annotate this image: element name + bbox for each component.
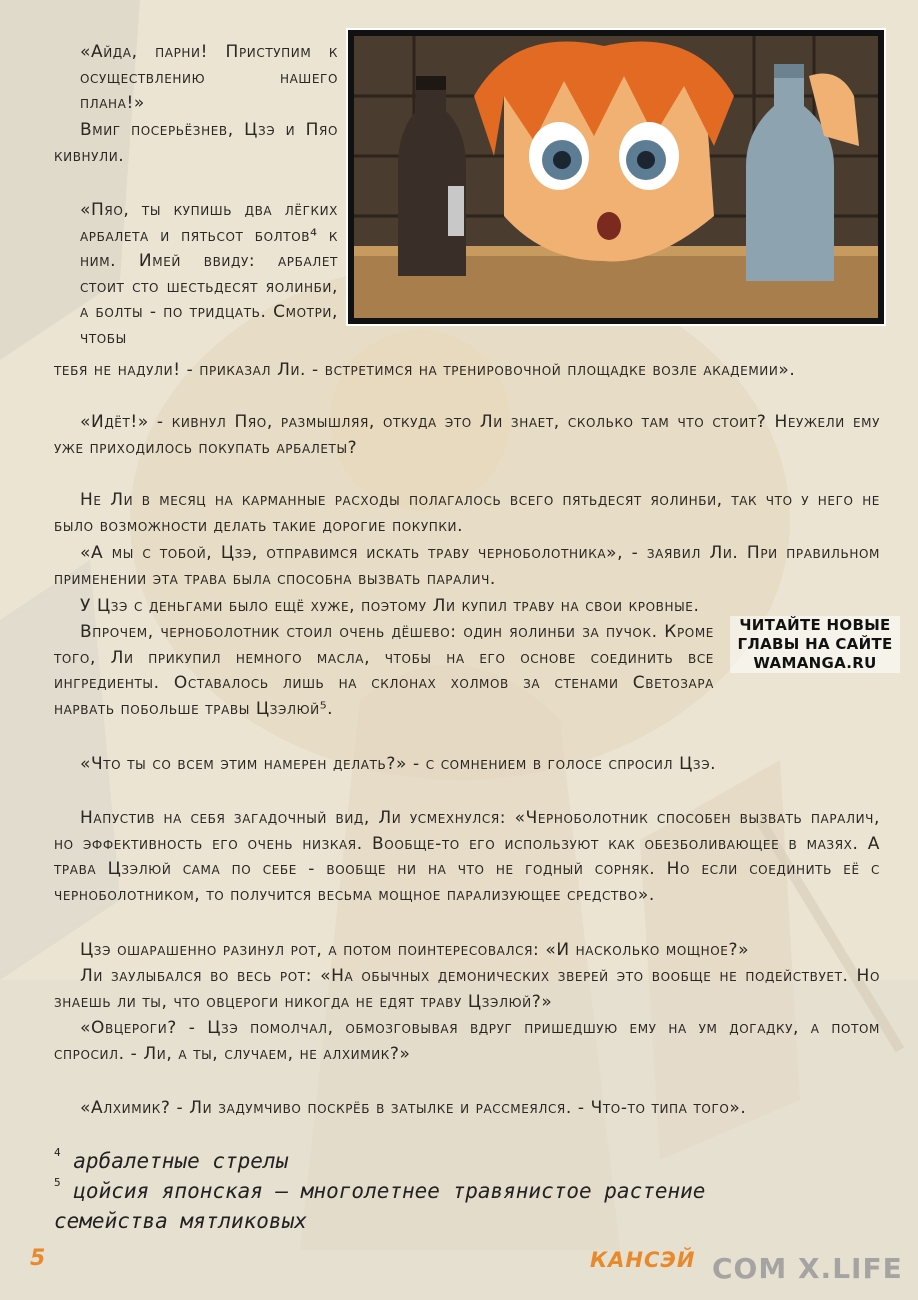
paragraph-8: У Цзэ с деньгами было ещё хуже, поэтому Ли купил траву на свои кровные. — [80, 596, 700, 616]
footnote-number-4: 4 — [54, 1146, 61, 1159]
watermark-line-1: ЧИТАЙТЕ НОВЫЕ — [739, 616, 891, 634]
footnote-5 — [54, 1178, 814, 1208]
paragraph-15: «Алхимик? - Ли задумчиво поскрёб в затылке и рассмеялся. - Что-то типа того». — [80, 1098, 747, 1118]
comic-panel — [346, 28, 886, 326]
paragraph-1: «Айда, парни! Приступим к осуществлению нашего плана!» — [80, 42, 338, 113]
corner-watermark: COM X.LIFE — [712, 1252, 903, 1285]
paragraph-7: «А мы с тобой, Цзэ, отправимся искать траву чернoболотника», - заявил Ли. При правильном применении эта трава была способна вызвать паралич. — [54, 543, 880, 589]
paragraph-5: «Идёт!» - кивнул Пяо, размышляя, откуда это Ли знает, сколько там что стоит? Неужели ему уже приходилось покупать арбалеты? — [54, 412, 880, 458]
paragraph-12: Цзэ ошарашенно разинул рот, а потом поинтересовался: «И насколько мощное?» — [80, 940, 750, 960]
brand-footer — [590, 1248, 725, 1272]
paragraph-3: «Пяо, ты купишь два лёгких арбалета и пятьсот болтов⁴ к ним. Имей ввиду: арбалет стоит сто шестьдесят яолинби, а болты - по тридцать. Смотри, чтобы — [80, 200, 338, 348]
site-watermark — [730, 616, 900, 673]
footnotes — [54, 1148, 814, 1234]
footnote-number-5: 5 — [54, 1176, 61, 1189]
footnote-5-continued: семейства мятликовых — [54, 1209, 307, 1233]
paragraph-11: Напустив на себя загадочный вид, Ли усмехнулся: «Чернoболотник способен вызвать паралич, но эффективность его очень низкая. Вообще-то его используют как обезболивающее в мазях. А трава Цзэлюй сама по себе - вообще ни на что не годный сорняк. Но если соединить её с чернoболотником, то получится весьма мощное парализующее средство». — [54, 808, 880, 905]
watermark-line-2: ГЛАВЫ НА САЙТЕ — [737, 635, 893, 653]
page-number: 5 — [30, 1246, 46, 1271]
footnote-5-text: цойсия японская – многолетнее травянистое растение — [73, 1179, 706, 1203]
comic-panel-illustration — [354, 36, 878, 318]
paragraph-2: Вмиг посерьёзнев, Цзэ и Пяо кивнули. — [54, 120, 338, 166]
footnote-4 — [54, 1148, 814, 1178]
paragraph-13: Ли заулыбался во весь рот: «На обычных демонических зверей это вообще не подействует. Но знаешь ли ты, что овцероги никогда не едят траву Цзэлюй?» — [54, 966, 880, 1012]
brand-kansei: КАНСЭЙ — [590, 1248, 696, 1272]
paragraph-4: тебя не надули! - приказал Ли. - встретимся на тренировочной площадке возле академии». — [54, 360, 796, 380]
paragraph-9: Впрочем, чернoболотник стоил очень дёшево: один яолинби за пучок. Кроме того, Ли прикупил немного масла, чтобы на его основе соединить все ингредиенты. Оставалось лишь на склонах холмов за стенами Светозара нарвать побольше травы Цзэлюй⁵. — [54, 622, 714, 719]
paragraph-14: «Овцероги? - Цзэ помолчал, обмозговывая вдруг пришедшую ему на ум догадку, а потом спросил. - Ли, а ты, случаем, не алхимик?» — [54, 1018, 880, 1064]
footnote-4-text: арбалетные стрелы — [73, 1149, 289, 1173]
paragraph-6: Не Ли в месяц на карманные расходы полагалось всего пятьдесят яолинби, так что у него не было возможности делать такие дорогие покупки. — [54, 490, 880, 536]
watermark-line-3: WAMANGA.RU — [753, 654, 877, 672]
paragraph-10: «Что ты со всем этим намерен делать?» - с сомнением в голосе спросил Цзэ. — [80, 754, 717, 774]
